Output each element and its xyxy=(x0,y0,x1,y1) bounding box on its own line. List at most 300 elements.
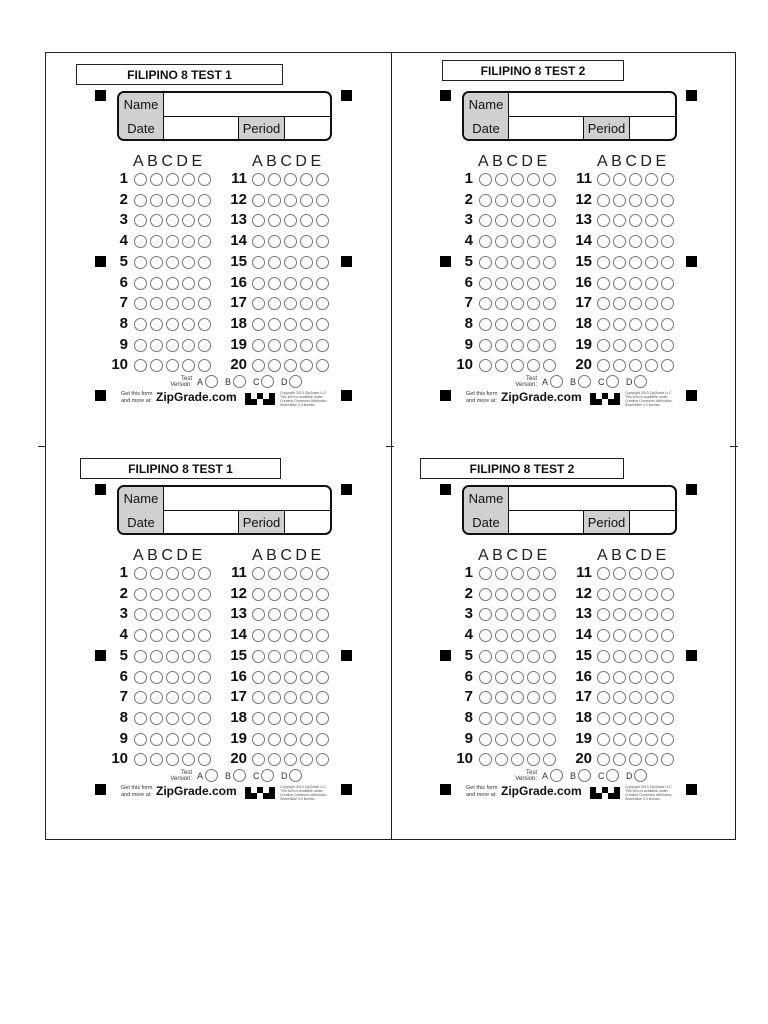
answer-bubble[interactable] xyxy=(495,650,508,663)
answer-bubble[interactable] xyxy=(268,194,281,207)
answer-bubble[interactable] xyxy=(645,173,658,186)
answer-bubble[interactable] xyxy=(166,588,179,601)
answer-bubble[interactable] xyxy=(182,733,195,746)
answer-bubble[interactable] xyxy=(527,671,540,684)
answer-bubble[interactable] xyxy=(597,235,610,248)
answer-bubble[interactable] xyxy=(300,650,313,663)
answer-bubble[interactable] xyxy=(134,173,147,186)
answer-bubble[interactable] xyxy=(284,691,297,704)
answer-bubble[interactable] xyxy=(495,214,508,227)
answer-bubble[interactable] xyxy=(661,753,674,766)
answer-bubble[interactable] xyxy=(134,588,147,601)
answer-bubble[interactable] xyxy=(511,318,524,331)
answer-bubble[interactable] xyxy=(252,753,265,766)
answer-bubble[interactable] xyxy=(629,691,642,704)
answer-bubble[interactable] xyxy=(150,318,163,331)
answer-bubble[interactable] xyxy=(661,567,674,580)
answer-bubble[interactable] xyxy=(150,712,163,725)
version-bubble[interactable] xyxy=(578,375,591,388)
answer-bubble[interactable] xyxy=(511,650,524,663)
answer-bubble[interactable] xyxy=(252,588,265,601)
answer-bubble[interactable] xyxy=(284,318,297,331)
answer-bubble[interactable] xyxy=(661,691,674,704)
answer-bubble[interactable] xyxy=(150,671,163,684)
answer-bubble[interactable] xyxy=(511,712,524,725)
date-field[interactable] xyxy=(164,511,238,534)
answer-bubble[interactable] xyxy=(495,235,508,248)
answer-bubble[interactable] xyxy=(284,297,297,310)
answer-bubble[interactable] xyxy=(527,629,540,642)
brand-link[interactable]: ZipGrade.com xyxy=(156,390,237,404)
answer-bubble[interactable] xyxy=(252,318,265,331)
answer-bubble[interactable] xyxy=(316,297,329,310)
answer-bubble[interactable] xyxy=(661,194,674,207)
answer-bubble[interactable] xyxy=(645,733,658,746)
answer-bubble[interactable] xyxy=(134,214,147,227)
answer-bubble[interactable] xyxy=(629,712,642,725)
answer-bubble[interactable] xyxy=(300,671,313,684)
answer-bubble[interactable] xyxy=(495,753,508,766)
answer-bubble[interactable] xyxy=(629,733,642,746)
answer-bubble[interactable] xyxy=(527,753,540,766)
answer-bubble[interactable] xyxy=(597,608,610,621)
answer-bubble[interactable] xyxy=(284,235,297,248)
version-bubble[interactable] xyxy=(233,769,246,782)
answer-bubble[interactable] xyxy=(495,297,508,310)
answer-bubble[interactable] xyxy=(495,318,508,331)
answer-bubble[interactable] xyxy=(252,214,265,227)
answer-bubble[interactable] xyxy=(252,173,265,186)
answer-bubble[interactable] xyxy=(597,588,610,601)
answer-bubble[interactable] xyxy=(495,339,508,352)
answer-bubble[interactable] xyxy=(300,297,313,310)
answer-bubble[interactable] xyxy=(252,256,265,269)
answer-bubble[interactable] xyxy=(645,567,658,580)
answer-bubble[interactable] xyxy=(661,712,674,725)
answer-bubble[interactable] xyxy=(134,671,147,684)
answer-bubble[interactable] xyxy=(479,214,492,227)
answer-bubble[interactable] xyxy=(316,608,329,621)
answer-bubble[interactable] xyxy=(252,359,265,372)
answer-bubble[interactable] xyxy=(252,608,265,621)
answer-bubble[interactable] xyxy=(597,629,610,642)
answer-bubble[interactable] xyxy=(511,588,524,601)
answer-bubble[interactable] xyxy=(661,629,674,642)
answer-bubble[interactable] xyxy=(150,173,163,186)
answer-bubble[interactable] xyxy=(316,671,329,684)
answer-bubble[interactable] xyxy=(629,194,642,207)
answer-bubble[interactable] xyxy=(527,256,540,269)
period-field[interactable] xyxy=(285,117,330,140)
answer-bubble[interactable] xyxy=(613,297,626,310)
answer-bubble[interactable] xyxy=(661,671,674,684)
answer-bubble[interactable] xyxy=(284,733,297,746)
answer-bubble[interactable] xyxy=(316,691,329,704)
answer-bubble[interactable] xyxy=(479,318,492,331)
answer-bubble[interactable] xyxy=(479,629,492,642)
answer-bubble[interactable] xyxy=(511,359,524,372)
answer-bubble[interactable] xyxy=(613,671,626,684)
answer-bubble[interactable] xyxy=(597,173,610,186)
answer-bubble[interactable] xyxy=(629,277,642,290)
answer-bubble[interactable] xyxy=(182,318,195,331)
answer-bubble[interactable] xyxy=(150,256,163,269)
answer-bubble[interactable] xyxy=(661,339,674,352)
answer-bubble[interactable] xyxy=(252,235,265,248)
answer-bubble[interactable] xyxy=(527,588,540,601)
answer-bubble[interactable] xyxy=(150,297,163,310)
answer-bubble[interactable] xyxy=(511,671,524,684)
answer-bubble[interactable] xyxy=(629,753,642,766)
answer-bubble[interactable] xyxy=(629,235,642,248)
answer-bubble[interactable] xyxy=(629,297,642,310)
answer-bubble[interactable] xyxy=(300,318,313,331)
answer-bubble[interactable] xyxy=(182,297,195,310)
answer-bubble[interactable] xyxy=(300,173,313,186)
answer-bubble[interactable] xyxy=(252,629,265,642)
answer-bubble[interactable] xyxy=(182,256,195,269)
answer-bubble[interactable] xyxy=(284,173,297,186)
answer-bubble[interactable] xyxy=(300,691,313,704)
answer-bubble[interactable] xyxy=(300,277,313,290)
answer-bubble[interactable] xyxy=(479,733,492,746)
answer-bubble[interactable] xyxy=(661,359,674,372)
version-bubble[interactable] xyxy=(205,375,218,388)
answer-bubble[interactable] xyxy=(182,194,195,207)
answer-bubble[interactable] xyxy=(613,277,626,290)
answer-bubble[interactable] xyxy=(527,214,540,227)
answer-bubble[interactable] xyxy=(166,214,179,227)
version-bubble[interactable] xyxy=(606,375,619,388)
answer-bubble[interactable] xyxy=(613,194,626,207)
answer-bubble[interactable] xyxy=(511,194,524,207)
answer-bubble[interactable] xyxy=(300,629,313,642)
answer-bubble[interactable] xyxy=(645,629,658,642)
answer-bubble[interactable] xyxy=(150,214,163,227)
answer-bubble[interactable] xyxy=(134,277,147,290)
answer-bubble[interactable] xyxy=(316,318,329,331)
answer-bubble[interactable] xyxy=(268,235,281,248)
answer-bubble[interactable] xyxy=(479,567,492,580)
answer-bubble[interactable] xyxy=(150,567,163,580)
answer-bubble[interactable] xyxy=(613,318,626,331)
answer-bubble[interactable] xyxy=(613,588,626,601)
answer-bubble[interactable] xyxy=(284,194,297,207)
answer-bubble[interactable] xyxy=(645,588,658,601)
answer-bubble[interactable] xyxy=(527,318,540,331)
answer-bubble[interactable] xyxy=(316,214,329,227)
answer-bubble[interactable] xyxy=(511,567,524,580)
answer-bubble[interactable] xyxy=(134,339,147,352)
answer-bubble[interactable] xyxy=(182,235,195,248)
version-bubble[interactable] xyxy=(261,375,274,388)
version-bubble[interactable] xyxy=(606,769,619,782)
answer-bubble[interactable] xyxy=(661,733,674,746)
answer-bubble[interactable] xyxy=(511,691,524,704)
version-bubble[interactable] xyxy=(550,769,563,782)
answer-bubble[interactable] xyxy=(479,194,492,207)
answer-bubble[interactable] xyxy=(150,359,163,372)
answer-bubble[interactable] xyxy=(316,629,329,642)
answer-bubble[interactable] xyxy=(613,629,626,642)
answer-bubble[interactable] xyxy=(479,297,492,310)
answer-bubble[interactable] xyxy=(613,359,626,372)
answer-bubble[interactable] xyxy=(134,194,147,207)
answer-bubble[interactable] xyxy=(511,297,524,310)
answer-bubble[interactable] xyxy=(661,235,674,248)
answer-bubble[interactable] xyxy=(316,712,329,725)
answer-bubble[interactable] xyxy=(661,588,674,601)
answer-bubble[interactable] xyxy=(495,691,508,704)
answer-bubble[interactable] xyxy=(495,629,508,642)
answer-bubble[interactable] xyxy=(268,608,281,621)
answer-bubble[interactable] xyxy=(597,567,610,580)
answer-bubble[interactable] xyxy=(182,567,195,580)
answer-bubble[interactable] xyxy=(252,297,265,310)
answer-bubble[interactable] xyxy=(527,194,540,207)
answer-bubble[interactable] xyxy=(479,359,492,372)
answer-bubble[interactable] xyxy=(150,753,163,766)
answer-bubble[interactable] xyxy=(150,608,163,621)
answer-bubble[interactable] xyxy=(661,277,674,290)
answer-bubble[interactable] xyxy=(182,753,195,766)
period-field[interactable] xyxy=(630,511,675,534)
answer-bubble[interactable] xyxy=(316,650,329,663)
answer-bubble[interactable] xyxy=(166,691,179,704)
answer-bubble[interactable] xyxy=(645,712,658,725)
answer-bubble[interactable] xyxy=(284,629,297,642)
answer-bubble[interactable] xyxy=(479,608,492,621)
answer-bubble[interactable] xyxy=(479,671,492,684)
version-bubble[interactable] xyxy=(289,769,302,782)
answer-bubble[interactable] xyxy=(268,712,281,725)
answer-bubble[interactable] xyxy=(597,753,610,766)
answer-bubble[interactable] xyxy=(134,691,147,704)
answer-bubble[interactable] xyxy=(300,194,313,207)
version-bubble[interactable] xyxy=(634,769,647,782)
answer-bubble[interactable] xyxy=(268,339,281,352)
answer-bubble[interactable] xyxy=(479,691,492,704)
answer-bubble[interactable] xyxy=(316,173,329,186)
answer-bubble[interactable] xyxy=(300,567,313,580)
answer-bubble[interactable] xyxy=(268,629,281,642)
answer-bubble[interactable] xyxy=(166,608,179,621)
name-field[interactable] xyxy=(509,487,675,510)
answer-bubble[interactable] xyxy=(479,712,492,725)
answer-bubble[interactable] xyxy=(511,277,524,290)
answer-bubble[interactable] xyxy=(495,256,508,269)
answer-bubble[interactable] xyxy=(629,650,642,663)
answer-bubble[interactable] xyxy=(495,588,508,601)
answer-bubble[interactable] xyxy=(629,359,642,372)
answer-bubble[interactable] xyxy=(182,629,195,642)
answer-bubble[interactable] xyxy=(182,712,195,725)
answer-bubble[interactable] xyxy=(252,691,265,704)
answer-bubble[interactable] xyxy=(284,339,297,352)
answer-bubble[interactable] xyxy=(268,671,281,684)
answer-bubble[interactable] xyxy=(300,753,313,766)
answer-bubble[interactable] xyxy=(268,173,281,186)
answer-bubble[interactable] xyxy=(268,359,281,372)
answer-bubble[interactable] xyxy=(661,318,674,331)
answer-bubble[interactable] xyxy=(511,173,524,186)
answer-bubble[interactable] xyxy=(300,214,313,227)
answer-bubble[interactable] xyxy=(150,650,163,663)
answer-bubble[interactable] xyxy=(527,235,540,248)
answer-bubble[interactable] xyxy=(166,173,179,186)
answer-bubble[interactable] xyxy=(527,712,540,725)
answer-bubble[interactable] xyxy=(150,733,163,746)
answer-bubble[interactable] xyxy=(479,650,492,663)
answer-bubble[interactable] xyxy=(613,214,626,227)
answer-bubble[interactable] xyxy=(316,277,329,290)
answer-bubble[interactable] xyxy=(316,567,329,580)
version-bubble[interactable] xyxy=(550,375,563,388)
answer-bubble[interactable] xyxy=(134,733,147,746)
answer-bubble[interactable] xyxy=(495,277,508,290)
answer-bubble[interactable] xyxy=(527,691,540,704)
answer-bubble[interactable] xyxy=(268,588,281,601)
answer-bubble[interactable] xyxy=(316,733,329,746)
answer-bubble[interactable] xyxy=(479,235,492,248)
answer-bubble[interactable] xyxy=(182,214,195,227)
answer-bubble[interactable] xyxy=(495,608,508,621)
answer-bubble[interactable] xyxy=(300,588,313,601)
answer-bubble[interactable] xyxy=(166,256,179,269)
answer-bubble[interactable] xyxy=(150,277,163,290)
period-field[interactable] xyxy=(630,117,675,140)
answer-bubble[interactable] xyxy=(284,256,297,269)
answer-bubble[interactable] xyxy=(166,567,179,580)
answer-bubble[interactable] xyxy=(134,629,147,642)
answer-bubble[interactable] xyxy=(597,297,610,310)
answer-bubble[interactable] xyxy=(661,608,674,621)
answer-bubble[interactable] xyxy=(479,256,492,269)
answer-bubble[interactable] xyxy=(629,339,642,352)
brand-link[interactable]: ZipGrade.com xyxy=(156,784,237,798)
date-field[interactable] xyxy=(164,117,238,140)
answer-bubble[interactable] xyxy=(134,235,147,248)
answer-bubble[interactable] xyxy=(284,671,297,684)
answer-bubble[interactable] xyxy=(645,235,658,248)
answer-bubble[interactable] xyxy=(613,256,626,269)
answer-bubble[interactable] xyxy=(134,608,147,621)
answer-bubble[interactable] xyxy=(268,214,281,227)
answer-bubble[interactable] xyxy=(479,339,492,352)
answer-bubble[interactable] xyxy=(134,359,147,372)
answer-bubble[interactable] xyxy=(268,691,281,704)
answer-bubble[interactable] xyxy=(645,214,658,227)
answer-bubble[interactable] xyxy=(613,691,626,704)
answer-bubble[interactable] xyxy=(134,318,147,331)
version-bubble[interactable] xyxy=(634,375,647,388)
answer-bubble[interactable] xyxy=(166,629,179,642)
answer-bubble[interactable] xyxy=(300,235,313,248)
answer-bubble[interactable] xyxy=(645,650,658,663)
answer-bubble[interactable] xyxy=(495,359,508,372)
answer-bubble[interactable] xyxy=(645,194,658,207)
answer-bubble[interactable] xyxy=(166,359,179,372)
answer-bubble[interactable] xyxy=(166,339,179,352)
answer-bubble[interactable] xyxy=(300,339,313,352)
version-bubble[interactable] xyxy=(578,769,591,782)
answer-bubble[interactable] xyxy=(134,753,147,766)
answer-bubble[interactable] xyxy=(527,339,540,352)
version-bubble[interactable] xyxy=(261,769,274,782)
answer-bubble[interactable] xyxy=(613,173,626,186)
answer-bubble[interactable] xyxy=(150,339,163,352)
answer-bubble[interactable] xyxy=(252,733,265,746)
date-field[interactable] xyxy=(509,511,583,534)
answer-bubble[interactable] xyxy=(166,277,179,290)
answer-bubble[interactable] xyxy=(284,359,297,372)
brand-link[interactable]: ZipGrade.com xyxy=(501,390,582,404)
answer-bubble[interactable] xyxy=(495,733,508,746)
answer-bubble[interactable] xyxy=(479,173,492,186)
answer-bubble[interactable] xyxy=(166,733,179,746)
answer-bubble[interactable] xyxy=(495,671,508,684)
answer-bubble[interactable] xyxy=(150,629,163,642)
answer-bubble[interactable] xyxy=(511,733,524,746)
answer-bubble[interactable] xyxy=(182,359,195,372)
answer-bubble[interactable] xyxy=(316,194,329,207)
answer-bubble[interactable] xyxy=(300,608,313,621)
answer-bubble[interactable] xyxy=(527,733,540,746)
answer-bubble[interactable] xyxy=(597,339,610,352)
answer-bubble[interactable] xyxy=(597,194,610,207)
answer-bubble[interactable] xyxy=(495,173,508,186)
answer-bubble[interactable] xyxy=(527,608,540,621)
answer-bubble[interactable] xyxy=(300,256,313,269)
answer-bubble[interactable] xyxy=(597,277,610,290)
answer-bubble[interactable] xyxy=(268,733,281,746)
answer-bubble[interactable] xyxy=(252,194,265,207)
answer-bubble[interactable] xyxy=(511,339,524,352)
answer-bubble[interactable] xyxy=(166,297,179,310)
answer-bubble[interactable] xyxy=(527,173,540,186)
answer-bubble[interactable] xyxy=(182,588,195,601)
answer-bubble[interactable] xyxy=(134,712,147,725)
answer-bubble[interactable] xyxy=(284,712,297,725)
answer-bubble[interactable] xyxy=(182,339,195,352)
answer-bubble[interactable] xyxy=(284,277,297,290)
answer-bubble[interactable] xyxy=(268,753,281,766)
answer-bubble[interactable] xyxy=(316,588,329,601)
answer-bubble[interactable] xyxy=(527,277,540,290)
answer-bubble[interactable] xyxy=(316,235,329,248)
answer-bubble[interactable] xyxy=(613,733,626,746)
answer-bubble[interactable] xyxy=(268,256,281,269)
answer-bubble[interactable] xyxy=(613,608,626,621)
answer-bubble[interactable] xyxy=(511,753,524,766)
answer-bubble[interactable] xyxy=(645,256,658,269)
answer-bubble[interactable] xyxy=(316,339,329,352)
answer-bubble[interactable] xyxy=(597,671,610,684)
answer-bubble[interactable] xyxy=(645,608,658,621)
answer-bubble[interactable] xyxy=(597,256,610,269)
answer-bubble[interactable] xyxy=(166,712,179,725)
answer-bubble[interactable] xyxy=(511,235,524,248)
answer-bubble[interactable] xyxy=(597,318,610,331)
answer-bubble[interactable] xyxy=(316,753,329,766)
answer-bubble[interactable] xyxy=(597,733,610,746)
answer-bubble[interactable] xyxy=(645,691,658,704)
answer-bubble[interactable] xyxy=(645,359,658,372)
answer-bubble[interactable] xyxy=(166,753,179,766)
version-bubble[interactable] xyxy=(205,769,218,782)
brand-link[interactable]: ZipGrade.com xyxy=(501,784,582,798)
answer-bubble[interactable] xyxy=(479,753,492,766)
